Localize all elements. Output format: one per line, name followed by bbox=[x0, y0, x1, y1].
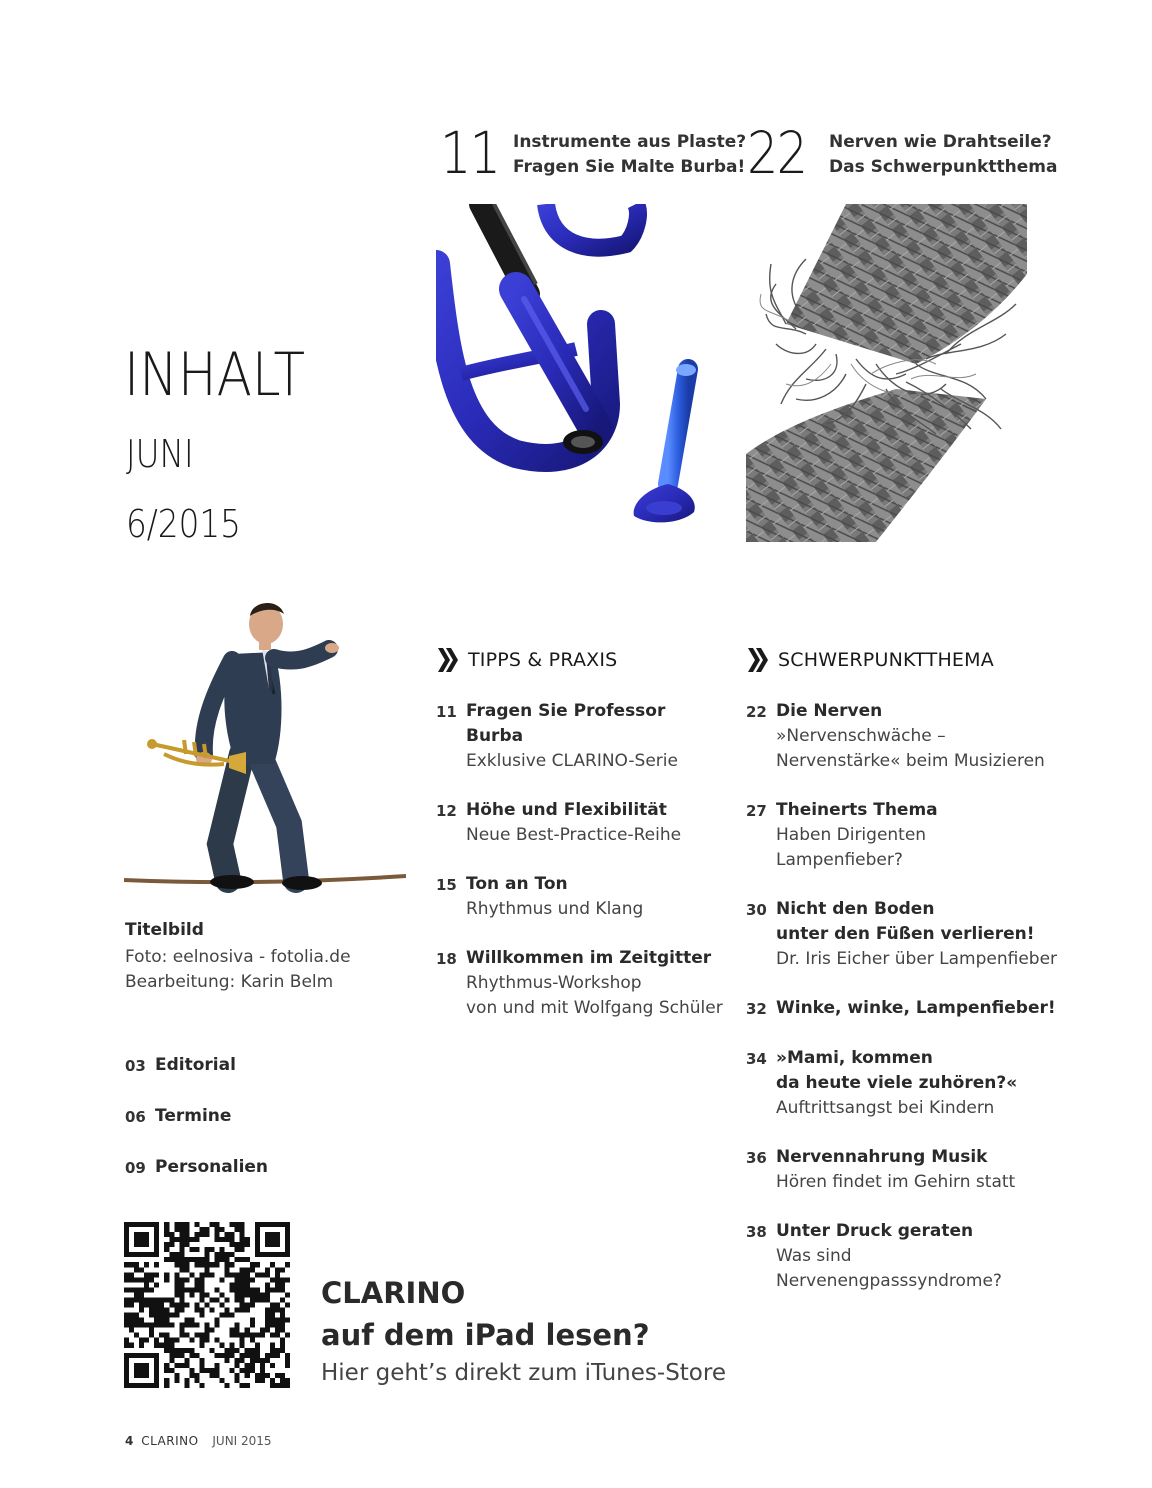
tipps-list bbox=[436, 699, 726, 1045]
tipps-section-heading bbox=[436, 646, 617, 674]
toc-entry[interactable] bbox=[436, 872, 726, 922]
toc-entry[interactable] bbox=[746, 699, 1066, 774]
toc-entry[interactable] bbox=[746, 996, 1066, 1022]
toc-entry-title: Termine bbox=[155, 1106, 232, 1126]
toc-page-number: 03 bbox=[125, 1057, 146, 1075]
toc-entry-title: Höhe und Flexibilität bbox=[466, 800, 667, 820]
toc-entry[interactable] bbox=[746, 1219, 1066, 1294]
ipad-promo-link-text[interactable]: Hier geht’s direkt zum iTunes-Store bbox=[321, 1360, 726, 1386]
ipad-promo-brand: CLARINO bbox=[321, 1276, 466, 1310]
toc-entry[interactable] bbox=[125, 1155, 385, 1181]
toc-page-number: 38 bbox=[746, 1223, 767, 1241]
toc-entry-subtitle: Auftrittsangst bei Kindern bbox=[776, 1098, 995, 1118]
feature-2-teaser[interactable] bbox=[829, 130, 1057, 180]
toc-entry-title: Editorial bbox=[155, 1055, 236, 1075]
toc-page-number: 09 bbox=[125, 1159, 146, 1177]
frayed-rope-image[interactable] bbox=[746, 204, 1027, 542]
toc-entry-body bbox=[776, 996, 1066, 1022]
toc-entry-body bbox=[776, 798, 1066, 873]
toc-entry-body bbox=[155, 1155, 385, 1181]
toc-page-number: 12 bbox=[436, 802, 457, 820]
toc-entry-title: Unter Druck geraten bbox=[776, 1221, 974, 1241]
toc-entry-subtitle: Haben Dirigenten bbox=[776, 825, 927, 845]
toc-entry-title: Personalien bbox=[155, 1157, 269, 1177]
schwerpunkt-list bbox=[746, 699, 1066, 1318]
toc-entry-body bbox=[466, 798, 726, 848]
toc-entry-title: Winke, winke, Lampenfieber! bbox=[776, 998, 1056, 1018]
issue-month: JUNI bbox=[126, 432, 194, 476]
toc-entry-subtitle: Hören findet im Gehirn statt bbox=[776, 1172, 1016, 1192]
toc-entry-subtitle: Was sind bbox=[776, 1246, 852, 1266]
toc-entry-subtitle: Rhythmus und Klang bbox=[466, 899, 644, 919]
toc-entry-subtitle: Lampenfieber? bbox=[776, 850, 903, 870]
page-footer bbox=[125, 1434, 272, 1448]
toc-entry-subtitle: Nervenengpasssyndrome? bbox=[776, 1271, 1002, 1291]
toc-entry[interactable] bbox=[746, 1145, 1066, 1195]
feature-2-page: 22 bbox=[747, 119, 807, 187]
double-chevron-icon bbox=[436, 646, 460, 674]
toc-entry[interactable] bbox=[436, 699, 726, 774]
toc-page-number: 18 bbox=[436, 950, 457, 968]
cover-caption-title: Titelbild bbox=[125, 920, 204, 940]
toc-entry-title: da heute viele zuhören?« bbox=[776, 1073, 1018, 1093]
schwerpunkt-section-heading bbox=[746, 646, 994, 674]
regulars-list bbox=[125, 1053, 385, 1206]
toc-entry-subtitle: Dr. Iris Eicher über Lampenfieber bbox=[776, 949, 1058, 969]
toc-entry-title: »Mami, kommen bbox=[776, 1048, 933, 1068]
toc-page-number: 22 bbox=[746, 703, 767, 721]
toc-entry-body bbox=[776, 699, 1066, 774]
ipad-promo-question: auf dem iPad lesen? bbox=[321, 1318, 650, 1352]
toc-entry-body bbox=[466, 946, 726, 1021]
toc-entry-title: Nervennahrung Musik bbox=[776, 1147, 988, 1167]
footer-date: JUNI 2015 bbox=[212, 1434, 272, 1448]
toc-page-number: 32 bbox=[746, 1000, 767, 1018]
cover-photo-tightrope-man[interactable] bbox=[124, 594, 406, 894]
toc-page-number: 15 bbox=[436, 876, 457, 894]
toc-entry-title: Die Nerven bbox=[776, 701, 883, 721]
toc-entry[interactable] bbox=[746, 1046, 1066, 1121]
page-title: INHALT bbox=[124, 340, 306, 410]
toc-page-number: 11 bbox=[436, 703, 457, 721]
schwerpunkt-heading-label: SCHWERPUNKTTHEMA bbox=[778, 649, 994, 671]
toc-entry-subtitle: von und mit Wolfgang Schüler bbox=[466, 998, 723, 1018]
toc-entry-title: Fragen Sie Professor Burba bbox=[466, 701, 666, 746]
feature-1-teaser[interactable] bbox=[513, 130, 746, 180]
toc-entry-title: Willkommen im Zeitgitter bbox=[466, 948, 712, 968]
toc-entry-body bbox=[466, 872, 726, 922]
toc-entry-subtitle: Exklusive CLARINO-Serie bbox=[466, 751, 678, 771]
issue-number: 6/2015 bbox=[126, 502, 241, 546]
toc-entry-title: Theinerts Thema bbox=[776, 800, 938, 820]
feature-1-line2: Fragen Sie Malte Burba! bbox=[513, 157, 746, 177]
plastic-trombone-image[interactable] bbox=[436, 204, 716, 542]
toc-page-number: 06 bbox=[125, 1108, 146, 1126]
toc-entry-body bbox=[466, 699, 726, 774]
toc-entry-body bbox=[776, 1046, 1066, 1121]
toc-entry-title: unter den Füßen verlieren! bbox=[776, 924, 1035, 944]
feature-2-line2: Das Schwerpunktthema bbox=[829, 157, 1058, 177]
tipps-heading-label: TIPPS & PRAXIS bbox=[468, 649, 618, 671]
toc-entry[interactable] bbox=[436, 946, 726, 1021]
toc-entry[interactable] bbox=[436, 798, 726, 848]
toc-entry-body bbox=[776, 1219, 1066, 1294]
toc-entry-body bbox=[155, 1104, 385, 1130]
footer-magazine: CLARINO bbox=[141, 1434, 199, 1448]
toc-entry-subtitle: »Nervenschwäche – bbox=[776, 726, 946, 746]
toc-entry-body bbox=[776, 897, 1066, 972]
toc-entry-subtitle: Neue Best-Practice-Reihe bbox=[466, 825, 682, 845]
toc-page-number: 34 bbox=[746, 1050, 767, 1068]
toc-page-number: 36 bbox=[746, 1149, 767, 1167]
toc-entry-subtitle: Rhythmus-Workshop bbox=[466, 973, 642, 993]
feature-1-line1: Instrumente aus Plaste? bbox=[513, 132, 747, 152]
ipad-promo[interactable] bbox=[321, 1272, 726, 1390]
toc-entry[interactable] bbox=[746, 897, 1066, 972]
itunes-qr-code[interactable] bbox=[124, 1222, 290, 1388]
toc-entry-body bbox=[155, 1053, 385, 1079]
toc-entry-body bbox=[776, 1145, 1066, 1195]
cover-caption-edit: Bearbeitung: Karin Belm bbox=[125, 972, 334, 992]
toc-page-number: 30 bbox=[746, 901, 767, 919]
cover-caption bbox=[125, 920, 351, 995]
toc-entry-title: Ton an Ton bbox=[466, 874, 568, 894]
toc-entry-title: Nicht den Boden bbox=[776, 899, 935, 919]
toc-page-number: 27 bbox=[746, 802, 767, 820]
feature-1-page: 11 bbox=[440, 119, 500, 187]
footer-page-number: 4 bbox=[125, 1434, 134, 1448]
toc-entry[interactable] bbox=[746, 798, 1066, 873]
cover-caption-photo: Foto: eelnosiva - fotolia.de bbox=[125, 947, 351, 967]
toc-entry[interactable] bbox=[125, 1053, 385, 1079]
toc-entry[interactable] bbox=[125, 1104, 385, 1130]
toc-entry-subtitle: Nervenstärke« beim Musizieren bbox=[776, 751, 1045, 771]
feature-2-line1: Nerven wie Drahtseile? bbox=[829, 132, 1052, 152]
double-chevron-icon bbox=[746, 646, 770, 674]
